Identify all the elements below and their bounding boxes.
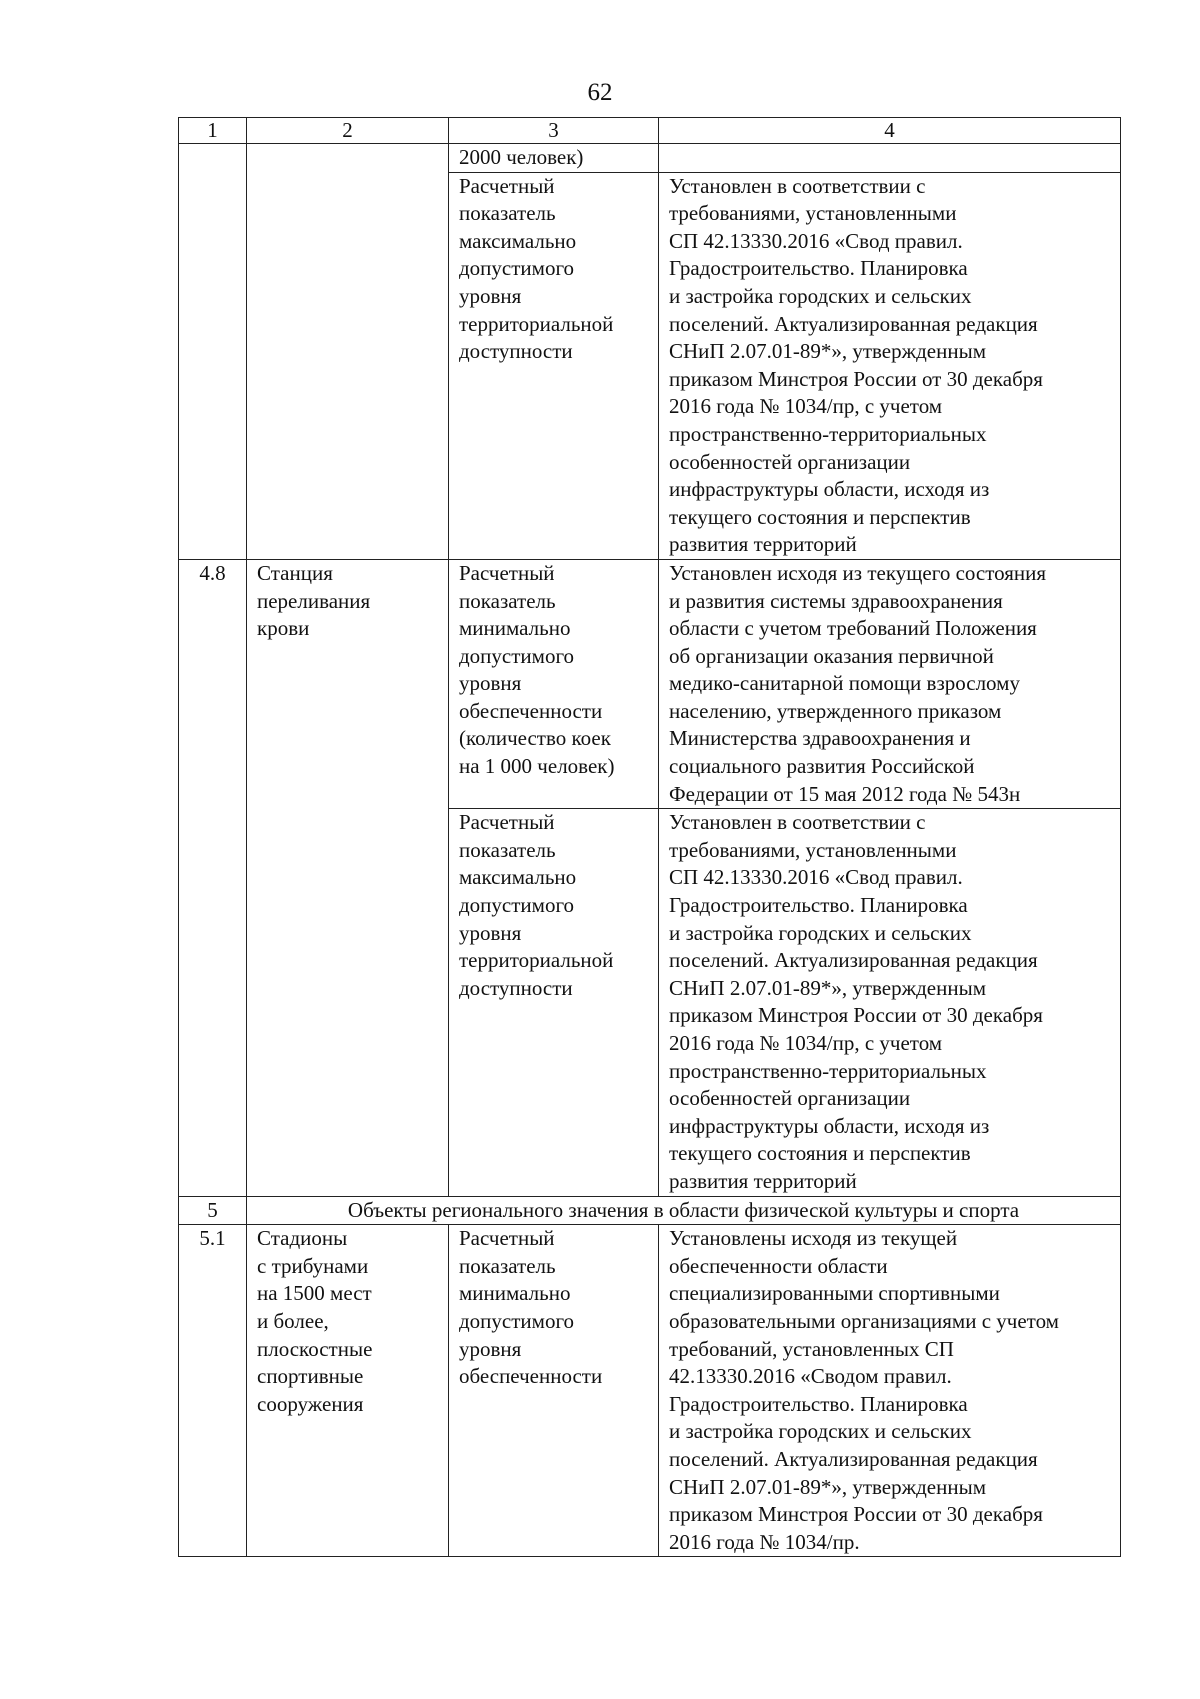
column-header-2: 2 [247,118,449,144]
cell-justification: Установлен в соответствии с требованиями, установленными СП 42.13330.2016 «Свод правил. Градостроительство. Планировка и застройка городских и сельских поселений. Актуализированная редакция СНиП 2.07.01-89*», утвержденным приказом Минстроя России от 30 декабря 2016 года № 1034/пр, с учетом пространственно-территориальных особенностей организации инфраструктуры области, исходя из текущего состояния и перспектив развития территорий [659,809,1121,1196]
cell-indicator: Расчетный показатель максимально допустимого уровня территориальной доступности [449,172,659,559]
cell-object-name-empty [247,144,449,560]
normative-table [178,117,1121,1557]
cell-number: 4.8 [179,559,247,1196]
table-row [179,1225,1121,1557]
cell-justification [659,144,1121,173]
column-header-4: 4 [659,118,1121,144]
cell-object-name: Стадионы с трибунами на 1500 мест и более, плоскостные спортивные сооружения [247,1225,449,1557]
cell-indicator: Расчетный показатель минимально допустимого уровня обеспеченности (количество коек на 1 000 человек) [449,559,659,808]
cell-justification: Установлен в соответствии с требованиями, установленными СП 42.13330.2016 «Свод правил. Градостроительство. Планировка и застройка городских и сельских поселений. Актуализированная редакция СНиП 2.07.01-89*», утвержденным приказом Минстроя России от 30 декабря 2016 года № 1034/пр, с учетом пространственно-территориальных особенностей организации инфраструктуры области, исходя из текущего состояния и перспектив развития территорий [659,172,1121,559]
column-header-3: 3 [449,118,659,144]
cell-object-name: Станция переливания крови [247,559,449,1196]
table-row [179,144,1121,173]
cell-indicator: Расчетный показатель максимально допустимого уровня территориальной доступности [449,809,659,1196]
cell-section-title: Объекты регионального значения в области физической культуры и спорта [247,1196,1121,1225]
cell-number-empty [179,144,247,560]
cell-section-number: 5 [179,1196,247,1225]
table-header-row [179,118,1121,144]
page-number: 62 [587,79,613,106]
cell-indicator: Расчетный показатель минимально допустимого уровня обеспеченности [449,1225,659,1557]
cell-number: 5.1 [179,1225,247,1557]
cell-indicator: 2000 человек) [449,144,659,173]
section-row [179,1196,1121,1225]
column-header-1: 1 [179,118,247,144]
table-row [179,559,1121,808]
cell-justification: Установлены исходя из текущей обеспеченности области специализированными спортивными образовательными организациями с учетом требований, установленных СП 42.13330.2016 «Сводом правил. Градостроительство. Планировка и застройка городских и сельских поселений. Актуализированная редакция СНиП 2.07.01-89*», утвержденным приказом Минстроя России от 30 декабря 2016 года № 1034/пр. [659,1225,1121,1557]
cell-justification: Установлен исходя из текущего состояния и развития системы здравоохранения области с учетом требований Положения об организации оказания первичной медико-санитарной помощи взрослому населению, утвержденного приказом Министерства здравоохранения и социального развития Российской Федерации от 15 мая 2012 года № 543н [659,559,1121,808]
